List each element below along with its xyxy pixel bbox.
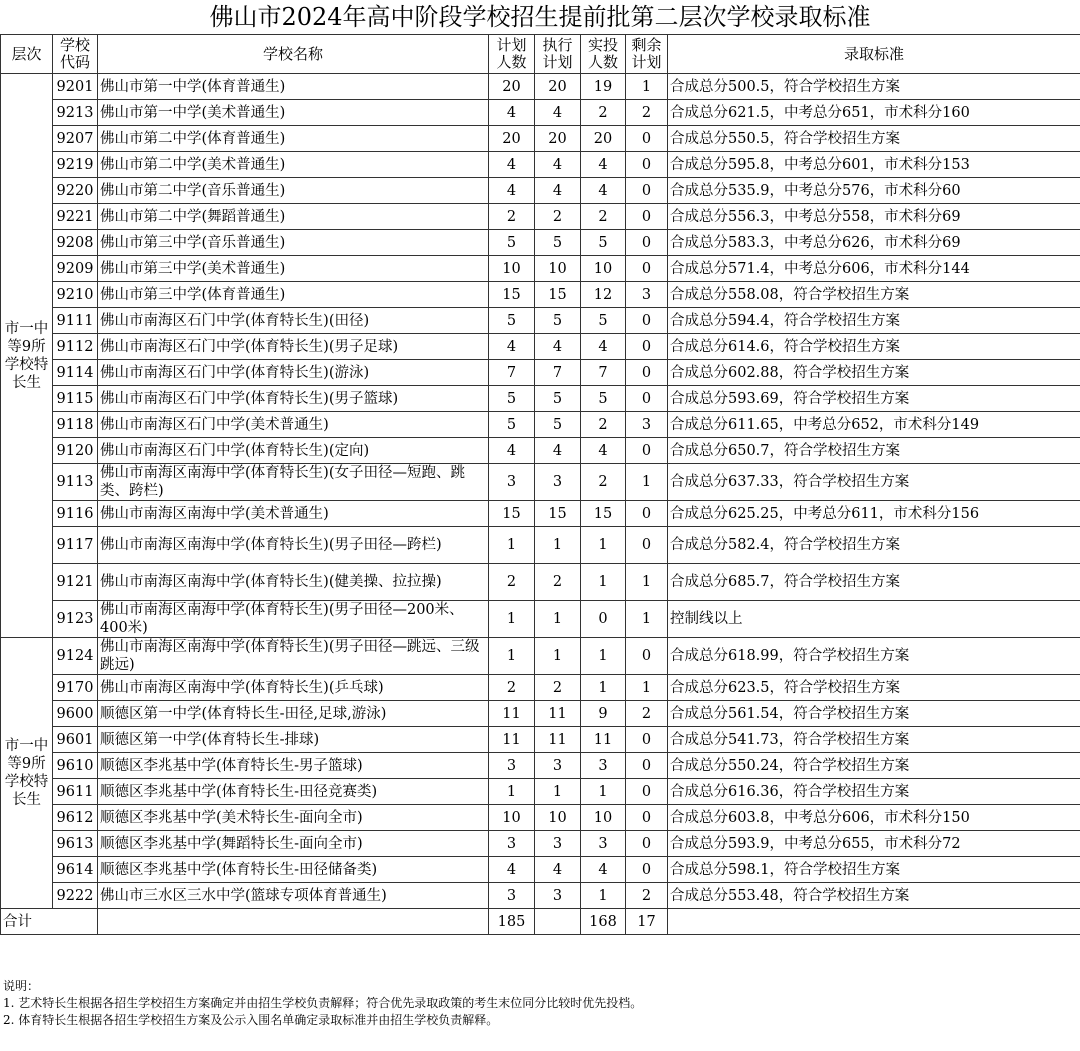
remain-count: 2 bbox=[626, 883, 668, 909]
remain-count: 2 bbox=[626, 701, 668, 727]
exec-count: 15 bbox=[535, 501, 581, 527]
school-code: 9112 bbox=[53, 334, 98, 360]
remain-count: 0 bbox=[626, 727, 668, 753]
plan-count: 3 bbox=[489, 831, 535, 857]
actual-count: 5 bbox=[581, 386, 626, 412]
actual-count: 1 bbox=[581, 638, 626, 675]
table-row bbox=[1, 360, 1080, 386]
table-row bbox=[1, 178, 1080, 204]
header-standard: 录取标准 bbox=[668, 35, 1080, 74]
exec-count: 5 bbox=[535, 386, 581, 412]
total-plan: 185 bbox=[489, 909, 535, 935]
admission-standard: 合成总分594.4，符合学校招生方案 bbox=[668, 308, 1080, 334]
school-code: 9114 bbox=[53, 360, 98, 386]
school-code: 9601 bbox=[53, 727, 98, 753]
school-code: 9124 bbox=[53, 638, 98, 675]
plan-count: 11 bbox=[489, 701, 535, 727]
admission-standard: 合成总分625.25，中考总分611，市术科分156 bbox=[668, 501, 1080, 527]
school-name: 佛山市南海区南海中学(体育特长生)(男子田径—200米、400米) bbox=[98, 601, 489, 638]
school-name: 佛山市南海区南海中学(体育特长生)(女子田径—短跑、跳类、跨栏) bbox=[98, 464, 489, 501]
exec-count: 1 bbox=[535, 601, 581, 638]
school-name: 佛山市第一中学(美术普通生) bbox=[98, 100, 489, 126]
table-row bbox=[1, 412, 1080, 438]
school-code: 9201 bbox=[53, 74, 98, 100]
actual-count: 5 bbox=[581, 230, 626, 256]
actual-count: 19 bbox=[581, 74, 626, 100]
school-name: 佛山市南海区石门中学(体育特长生)(田径) bbox=[98, 308, 489, 334]
school-name: 佛山市南海区石门中学(体育特长生)(男子篮球) bbox=[98, 386, 489, 412]
actual-count: 3 bbox=[581, 753, 626, 779]
plan-count: 1 bbox=[489, 638, 535, 675]
table-row bbox=[1, 204, 1080, 230]
header-school-name: 学校名称 bbox=[98, 35, 489, 74]
plan-count: 7 bbox=[489, 360, 535, 386]
remain-count: 0 bbox=[626, 360, 668, 386]
exec-count: 4 bbox=[535, 334, 581, 360]
remain-count: 0 bbox=[626, 386, 668, 412]
remain-count: 0 bbox=[626, 438, 668, 464]
exec-count: 1 bbox=[535, 527, 581, 564]
school-name: 佛山市南海区南海中学(体育特长生)(健美操、拉拉操) bbox=[98, 564, 489, 601]
school-name: 佛山市南海区南海中学(体育特长生)(男子田径—跨栏) bbox=[98, 527, 489, 564]
school-code: 9210 bbox=[53, 282, 98, 308]
table-row bbox=[1, 256, 1080, 282]
plan-count: 3 bbox=[489, 883, 535, 909]
plan-count: 2 bbox=[489, 675, 535, 701]
plan-count: 4 bbox=[489, 178, 535, 204]
remain-count: 0 bbox=[626, 805, 668, 831]
plan-count: 2 bbox=[489, 564, 535, 601]
admission-standard: 合成总分550.24，符合学校招生方案 bbox=[668, 753, 1080, 779]
remain-count: 1 bbox=[626, 74, 668, 100]
table-row bbox=[1, 675, 1080, 701]
plan-count: 4 bbox=[489, 438, 535, 464]
admission-standard: 合成总分614.6，符合学校招生方案 bbox=[668, 334, 1080, 360]
admission-standard: 合成总分561.54，符合学校招生方案 bbox=[668, 701, 1080, 727]
admission-standard: 合成总分603.8，中考总分606，市术科分150 bbox=[668, 805, 1080, 831]
actual-count: 12 bbox=[581, 282, 626, 308]
exec-count: 3 bbox=[535, 883, 581, 909]
school-name: 顺德区李兆基中学(体育特长生-田径储备类) bbox=[98, 857, 489, 883]
table-row bbox=[1, 601, 1080, 638]
header-code: 学校代码 bbox=[53, 35, 98, 74]
actual-count: 2 bbox=[581, 204, 626, 230]
actual-count: 4 bbox=[581, 857, 626, 883]
plan-count: 5 bbox=[489, 386, 535, 412]
remain-count: 0 bbox=[626, 230, 668, 256]
plan-count: 10 bbox=[489, 256, 535, 282]
table-row bbox=[1, 308, 1080, 334]
layer-cell: 市一中等9所学校特长生 bbox=[1, 74, 53, 638]
school-name: 佛山市第二中学(体育普通生) bbox=[98, 126, 489, 152]
school-code: 9613 bbox=[53, 831, 98, 857]
table-row bbox=[1, 857, 1080, 883]
remain-count: 0 bbox=[626, 779, 668, 805]
actual-count: 11 bbox=[581, 727, 626, 753]
school-code: 9118 bbox=[53, 412, 98, 438]
actual-count: 2 bbox=[581, 100, 626, 126]
remain-count: 0 bbox=[626, 501, 668, 527]
admission-standard: 合成总分593.69，符合学校招生方案 bbox=[668, 386, 1080, 412]
school-name: 佛山市第二中学(美术普通生) bbox=[98, 152, 489, 178]
school-name: 顺德区李兆基中学(体育特长生-田径竞赛类) bbox=[98, 779, 489, 805]
remain-count: 1 bbox=[626, 464, 668, 501]
layer-cell: 市一中等9所学校特长生 bbox=[1, 638, 53, 909]
notes bbox=[3, 978, 642, 1029]
exec-count: 2 bbox=[535, 204, 581, 230]
admission-standard: 合成总分571.4，中考总分606，市术科分144 bbox=[668, 256, 1080, 282]
admission-standard: 合成总分598.1，符合学校招生方案 bbox=[668, 857, 1080, 883]
school-code: 9207 bbox=[53, 126, 98, 152]
exec-count: 2 bbox=[535, 564, 581, 601]
plan-count: 5 bbox=[489, 230, 535, 256]
remain-count: 3 bbox=[626, 282, 668, 308]
school-code: 9208 bbox=[53, 230, 98, 256]
actual-count: 1 bbox=[581, 883, 626, 909]
school-name: 佛山市三水区三水中学(篮球专项体育普通生) bbox=[98, 883, 489, 909]
header-exec: 执行计划 bbox=[535, 35, 581, 74]
exec-count: 11 bbox=[535, 701, 581, 727]
actual-count: 1 bbox=[581, 527, 626, 564]
header-layer: 层次 bbox=[1, 35, 53, 74]
school-name: 顺德区李兆基中学(体育特长生-男子篮球) bbox=[98, 753, 489, 779]
admission-standard: 合成总分556.3，中考总分558，市术科分69 bbox=[668, 204, 1080, 230]
note-item: 2. 体育特长生根据各招生学校招生方案及公示入围名单确定录取标准并由招生学校负责解释。 bbox=[3, 1013, 499, 1027]
school-code: 9610 bbox=[53, 753, 98, 779]
admission-standard: 合成总分618.99，符合学校招生方案 bbox=[668, 638, 1080, 675]
table-row bbox=[1, 74, 1080, 100]
plan-count: 5 bbox=[489, 308, 535, 334]
table-body bbox=[1, 74, 1080, 909]
exec-count: 10 bbox=[535, 256, 581, 282]
actual-count: 4 bbox=[581, 334, 626, 360]
school-code: 9209 bbox=[53, 256, 98, 282]
school-name: 佛山市第三中学(音乐普通生) bbox=[98, 230, 489, 256]
remain-count: 0 bbox=[626, 152, 668, 178]
total-actual: 168 bbox=[581, 909, 626, 935]
school-name: 顺德区第一中学(体育特长生-排球) bbox=[98, 727, 489, 753]
plan-count: 20 bbox=[489, 74, 535, 100]
total-empty-name bbox=[98, 909, 489, 935]
exec-count: 5 bbox=[535, 412, 581, 438]
actual-count: 3 bbox=[581, 831, 626, 857]
plan-count: 15 bbox=[489, 282, 535, 308]
school-code: 9170 bbox=[53, 675, 98, 701]
note-item: 1. 艺术特长生根据各招生学校招生方案确定并由招生学校负责解释；符合优先录取政策的考生末位同分比较时优先投档。 bbox=[3, 996, 643, 1010]
actual-count: 4 bbox=[581, 152, 626, 178]
school-name: 佛山市第二中学(音乐普通生) bbox=[98, 178, 489, 204]
actual-count: 10 bbox=[581, 805, 626, 831]
actual-count: 10 bbox=[581, 256, 626, 282]
table-row bbox=[1, 753, 1080, 779]
actual-count: 0 bbox=[581, 601, 626, 638]
school-name: 佛山市南海区南海中学(美术普通生) bbox=[98, 501, 489, 527]
total-empty-exec bbox=[535, 909, 581, 935]
actual-count: 4 bbox=[581, 178, 626, 204]
exec-count: 4 bbox=[535, 438, 581, 464]
actual-count: 1 bbox=[581, 779, 626, 805]
header-row bbox=[1, 35, 1080, 74]
table-row bbox=[1, 334, 1080, 360]
table-row bbox=[1, 126, 1080, 152]
table-row bbox=[1, 501, 1080, 527]
school-name: 佛山市第二中学(舞蹈普通生) bbox=[98, 204, 489, 230]
school-name: 佛山市南海区南海中学(体育特长生)(男子田径—跳远、三级跳远) bbox=[98, 638, 489, 675]
table-row bbox=[1, 464, 1080, 501]
admission-standard: 合成总分541.73，符合学校招生方案 bbox=[668, 727, 1080, 753]
actual-count: 2 bbox=[581, 464, 626, 501]
header-actual: 实投人数 bbox=[581, 35, 626, 74]
total-label: 合计 bbox=[1, 909, 98, 935]
admission-standard: 合成总分583.3，中考总分626，市术科分69 bbox=[668, 230, 1080, 256]
school-code: 9220 bbox=[53, 178, 98, 204]
actual-count: 15 bbox=[581, 501, 626, 527]
table-row bbox=[1, 701, 1080, 727]
table-row bbox=[1, 638, 1080, 675]
notes-heading: 说明： bbox=[3, 979, 40, 993]
table-row bbox=[1, 152, 1080, 178]
school-code: 9121 bbox=[53, 564, 98, 601]
remain-count: 0 bbox=[626, 126, 668, 152]
admission-standard: 合成总分593.9，中考总分655，市术科分72 bbox=[668, 831, 1080, 857]
school-code: 9222 bbox=[53, 883, 98, 909]
school-code: 9611 bbox=[53, 779, 98, 805]
school-name: 佛山市第三中学(体育普通生) bbox=[98, 282, 489, 308]
school-code: 9120 bbox=[53, 438, 98, 464]
plan-count: 10 bbox=[489, 805, 535, 831]
remain-count: 0 bbox=[626, 178, 668, 204]
admission-standard: 合成总分685.7，符合学校招生方案 bbox=[668, 564, 1080, 601]
exec-count: 4 bbox=[535, 100, 581, 126]
plan-count: 20 bbox=[489, 126, 535, 152]
table-row bbox=[1, 230, 1080, 256]
exec-count: 20 bbox=[535, 126, 581, 152]
exec-count: 10 bbox=[535, 805, 581, 831]
exec-count: 5 bbox=[535, 308, 581, 334]
header-remain: 剩余计划 bbox=[626, 35, 668, 74]
school-code: 9115 bbox=[53, 386, 98, 412]
table-row bbox=[1, 386, 1080, 412]
exec-count: 3 bbox=[535, 464, 581, 501]
plan-count: 15 bbox=[489, 501, 535, 527]
remain-count: 0 bbox=[626, 527, 668, 564]
exec-count: 3 bbox=[535, 753, 581, 779]
exec-count: 1 bbox=[535, 779, 581, 805]
school-code: 9614 bbox=[53, 857, 98, 883]
table-row bbox=[1, 282, 1080, 308]
admission-standard: 合成总分535.9，中考总分576，市术科分60 bbox=[668, 178, 1080, 204]
exec-count: 4 bbox=[535, 178, 581, 204]
admission-standard: 合成总分650.7，符合学校招生方案 bbox=[668, 438, 1080, 464]
school-name: 顺德区第一中学(体育特长生-田径,足球,游泳) bbox=[98, 701, 489, 727]
school-code: 9221 bbox=[53, 204, 98, 230]
actual-count: 2 bbox=[581, 412, 626, 438]
table-row bbox=[1, 438, 1080, 464]
remain-count: 0 bbox=[626, 204, 668, 230]
school-code: 9116 bbox=[53, 501, 98, 527]
total-empty-standard bbox=[668, 909, 1080, 935]
school-code: 9111 bbox=[53, 308, 98, 334]
remain-count: 0 bbox=[626, 753, 668, 779]
admission-standard: 合成总分553.48，符合学校招生方案 bbox=[668, 883, 1080, 909]
actual-count: 7 bbox=[581, 360, 626, 386]
remain-count: 0 bbox=[626, 638, 668, 675]
admission-standard: 合成总分623.5，符合学校招生方案 bbox=[668, 675, 1080, 701]
plan-count: 4 bbox=[489, 334, 535, 360]
remain-count: 0 bbox=[626, 831, 668, 857]
remain-count: 0 bbox=[626, 308, 668, 334]
table-row bbox=[1, 831, 1080, 857]
remain-count: 0 bbox=[626, 334, 668, 360]
admission-standard: 合成总分621.5，中考总分651，市术科分160 bbox=[668, 100, 1080, 126]
plan-count: 2 bbox=[489, 204, 535, 230]
exec-count: 7 bbox=[535, 360, 581, 386]
page-title: 佛山市2024年高中阶段学校招生提前批第二层次学校录取标准 bbox=[209, 3, 871, 31]
exec-count: 11 bbox=[535, 727, 581, 753]
school-name: 佛山市南海区石门中学(体育特长生)(男子足球) bbox=[98, 334, 489, 360]
admission-standard: 合成总分550.5，符合学校招生方案 bbox=[668, 126, 1080, 152]
admission-standard: 控制线以上 bbox=[668, 601, 1080, 638]
actual-count: 4 bbox=[581, 438, 626, 464]
plan-count: 1 bbox=[489, 527, 535, 564]
admission-standard: 合成总分611.65，中考总分652，市术科分149 bbox=[668, 412, 1080, 438]
header-plan: 计划人数 bbox=[489, 35, 535, 74]
exec-count: 4 bbox=[535, 857, 581, 883]
actual-count: 20 bbox=[581, 126, 626, 152]
school-code: 9612 bbox=[53, 805, 98, 831]
plan-count: 3 bbox=[489, 464, 535, 501]
table-row bbox=[1, 100, 1080, 126]
school-code: 9123 bbox=[53, 601, 98, 638]
table-row bbox=[1, 883, 1080, 909]
exec-count: 5 bbox=[535, 230, 581, 256]
school-code: 9213 bbox=[53, 100, 98, 126]
school-name: 佛山市第三中学(美术普通生) bbox=[98, 256, 489, 282]
exec-count: 20 bbox=[535, 74, 581, 100]
school-code: 9219 bbox=[53, 152, 98, 178]
plan-count: 4 bbox=[489, 100, 535, 126]
exec-count: 4 bbox=[535, 152, 581, 178]
table-row bbox=[1, 779, 1080, 805]
school-code: 9113 bbox=[53, 464, 98, 501]
table-row bbox=[1, 727, 1080, 753]
table-row bbox=[1, 564, 1080, 601]
plan-count: 5 bbox=[489, 412, 535, 438]
plan-count: 3 bbox=[489, 753, 535, 779]
school-code: 9117 bbox=[53, 527, 98, 564]
plan-count: 4 bbox=[489, 857, 535, 883]
school-name: 佛山市南海区石门中学(美术普通生) bbox=[98, 412, 489, 438]
school-name: 佛山市南海区南海中学(体育特长生)(乒乓球) bbox=[98, 675, 489, 701]
school-code: 9600 bbox=[53, 701, 98, 727]
remain-count: 0 bbox=[626, 857, 668, 883]
actual-count: 1 bbox=[581, 675, 626, 701]
actual-count: 1 bbox=[581, 564, 626, 601]
admission-standard: 合成总分558.08，符合学校招生方案 bbox=[668, 282, 1080, 308]
remain-count: 1 bbox=[626, 675, 668, 701]
total-remain: 17 bbox=[626, 909, 668, 935]
remain-count: 0 bbox=[626, 256, 668, 282]
admission-table bbox=[0, 34, 1080, 935]
exec-count: 3 bbox=[535, 831, 581, 857]
plan-count: 4 bbox=[489, 152, 535, 178]
exec-count: 1 bbox=[535, 638, 581, 675]
admission-standard: 合成总分500.5，符合学校招生方案 bbox=[668, 74, 1080, 100]
school-name: 顺德区李兆基中学(舞蹈特长生-面向全市) bbox=[98, 831, 489, 857]
admission-standard: 合成总分602.88，符合学校招生方案 bbox=[668, 360, 1080, 386]
exec-count: 15 bbox=[535, 282, 581, 308]
table-row bbox=[1, 805, 1080, 831]
exec-count: 2 bbox=[535, 675, 581, 701]
school-name: 佛山市第一中学(体育普通生) bbox=[98, 74, 489, 100]
plan-count: 1 bbox=[489, 779, 535, 805]
admission-standard: 合成总分595.8，中考总分601，市术科分153 bbox=[668, 152, 1080, 178]
admission-standard: 合成总分637.33，符合学校招生方案 bbox=[668, 464, 1080, 501]
remain-count: 3 bbox=[626, 412, 668, 438]
actual-count: 5 bbox=[581, 308, 626, 334]
actual-count: 9 bbox=[581, 701, 626, 727]
remain-count: 1 bbox=[626, 564, 668, 601]
total-row bbox=[1, 909, 1080, 935]
admission-standard: 合成总分582.4，符合学校招生方案 bbox=[668, 527, 1080, 564]
plan-count: 11 bbox=[489, 727, 535, 753]
remain-count: 2 bbox=[626, 100, 668, 126]
school-name: 佛山市南海区石门中学(体育特长生)(游泳) bbox=[98, 360, 489, 386]
admission-standard: 合成总分616.36，符合学校招生方案 bbox=[668, 779, 1080, 805]
remain-count: 1 bbox=[626, 601, 668, 638]
school-name: 顺德区李兆基中学(美术特长生-面向全市) bbox=[98, 805, 489, 831]
table-row bbox=[1, 527, 1080, 564]
plan-count: 1 bbox=[489, 601, 535, 638]
school-name: 佛山市南海区石门中学(体育特长生)(定向) bbox=[98, 438, 489, 464]
